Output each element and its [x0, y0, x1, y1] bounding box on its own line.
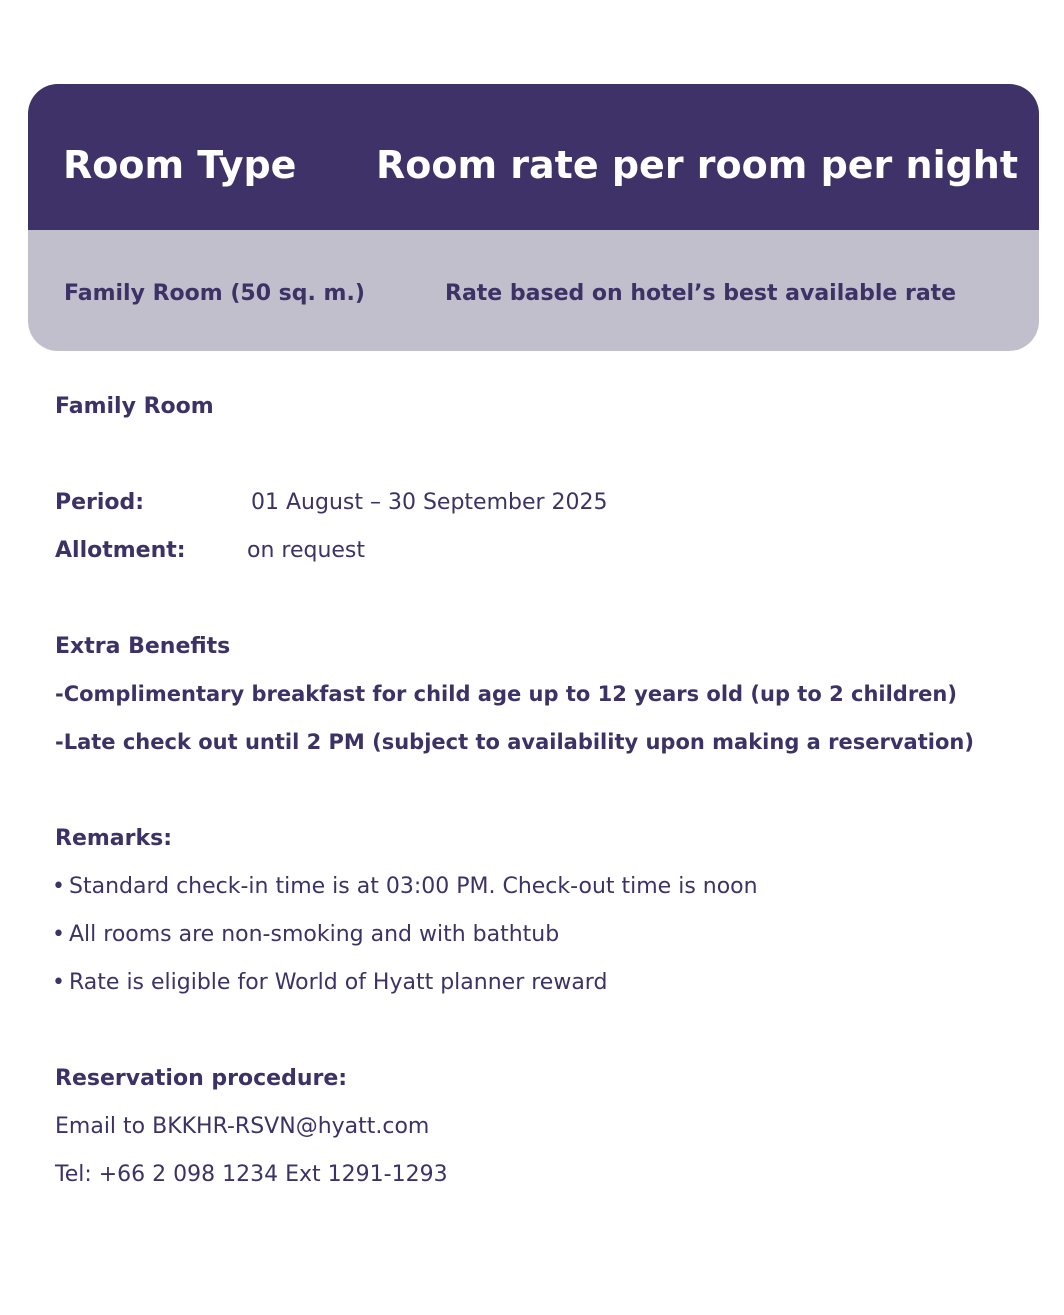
remark-item: All rooms are non-smoking and with bathtub	[69, 922, 560, 947]
remarks-heading: Remarks:	[55, 826, 173, 851]
header-room-rate: Room rate per room per night	[376, 143, 1019, 187]
reservation-email[interactable]: Email to BKKHR-RSVN@hyatt.com	[55, 1114, 430, 1139]
room-title: Family Room	[55, 394, 214, 419]
allotment-label: Allotment:	[55, 538, 186, 563]
reservation-heading: Reservation procedure:	[55, 1066, 348, 1091]
remark-item: Rate is eligible for World of Hyatt planner reward	[69, 970, 608, 995]
header-room-type: Room Type	[63, 143, 297, 187]
row-room-type: Family Room (50 sq. m.)	[64, 281, 365, 306]
reservation-phone[interactable]: Tel: +66 2 098 1234 Ext 1291-1293	[55, 1162, 448, 1187]
period-label: Period:	[55, 490, 145, 515]
remark-item: Standard check-in time is at 03:00 PM. Check-out time is noon	[69, 874, 758, 899]
benefit-item: -Late check out until 2 PM (subject to availability upon making a reservation)	[55, 730, 974, 754]
allotment-value: on request	[247, 538, 366, 563]
row-rate: Rate based on hotel’s best available rate	[445, 281, 957, 306]
extra-benefits-heading: Extra Benefits	[55, 634, 231, 659]
table-header	[28, 84, 1039, 230]
bullet-icon: •	[52, 970, 65, 995]
bullet-icon: •	[52, 922, 65, 947]
bullet-icon: •	[52, 874, 65, 899]
period-value: 01 August – 30 September 2025	[251, 490, 608, 515]
benefit-item: -Complimentary breakfast for child age up to 12 years old (up to 2 children)	[55, 682, 957, 706]
room-rate-table	[28, 84, 1039, 351]
